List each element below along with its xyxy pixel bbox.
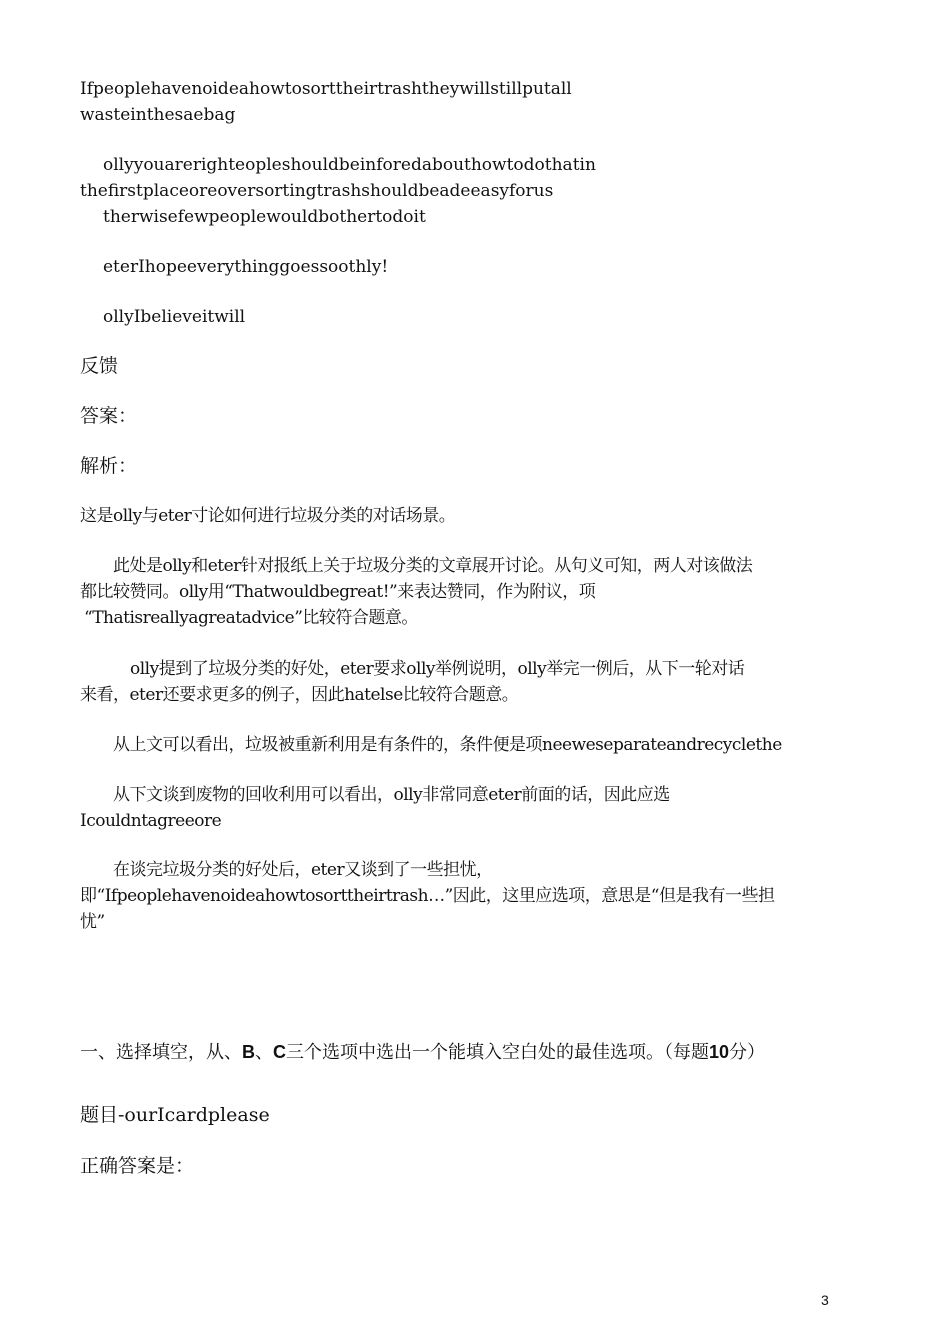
- section-heading-suffix: 分）: [729, 1042, 766, 1063]
- section-heading-middle: 三个选项中选出一个能填入空白处的最佳选项。（每题: [286, 1042, 709, 1063]
- analysis-paragraph-3-line-1: olly提到了垃圾分类的好处，eter要求olly举例说明，olly举完一例后，从下一轮对话: [130, 659, 745, 679]
- dialogue-line-5: therwisefewpeoplewouldbothertodoit: [103, 207, 426, 227]
- section-heading: [80, 1039, 765, 1066]
- option-b-label: B: [242, 1042, 255, 1062]
- dialogue-line-2: wasteinthesaebag: [80, 105, 236, 125]
- analysis-paragraph-3-line-2: 来看，eter还要求更多的例子，因此hatelse比较符合题意。: [80, 685, 519, 705]
- dialogue-line-4: thefirstplaceoreoversortingtrashshouldbeadeeasyforus: [80, 181, 554, 201]
- points-value: 10: [709, 1042, 730, 1062]
- dialogue-line-7: ollyIbelieveitwill: [103, 307, 246, 327]
- analysis-paragraph-5-line-1: 从下文谈到废物的回收利用可以看出，olly非常同意eter前面的话，因此应选: [113, 785, 670, 805]
- analysis-paragraph-6-line-2: 即“Ifpeoplehavenoideahowtosorttheirtrash…”因此，这里应选项，意思是“但是我有一些担: [80, 886, 775, 906]
- analysis-paragraph-6-line-1: 在谈完垃圾分类的好处后，eter又谈到了一些担忧，: [113, 860, 493, 880]
- analysis-paragraph-2-line-3: “Thatisreallyagreatadvice”比较符合题意。: [84, 608, 418, 628]
- answer-label: 答案：: [80, 405, 138, 427]
- page-number: 3: [821, 1292, 829, 1308]
- dialogue-line-3: ollyyouarerighteopleshouldbeinforedabouthowtodothatin: [103, 155, 596, 175]
- analysis-paragraph-5-line-2: Icouldntagreeore: [80, 811, 222, 831]
- option-c-label: C: [273, 1042, 286, 1062]
- analysis-paragraph-1: 这是olly与eter寸论如何进行垃圾分类的对话场景。: [80, 506, 456, 526]
- analysis-paragraph-2-line-2: 都比较赞同。olly用“Thatwouldbegreat!”来表达赞同，作为附议，项: [80, 582, 596, 602]
- feedback-label: 反馈: [80, 355, 119, 377]
- dialogue-line-6: eterIhopeeverythinggoessoothly!: [103, 257, 389, 277]
- analysis-paragraph-2-line-1: 此处是olly和eter针对报纸上关于垃圾分类的文章展开讨论。从句义可知，两人对该做法: [113, 556, 753, 576]
- section-heading-prefix: 一、选择填空，从、: [80, 1042, 242, 1063]
- analysis-paragraph-4: 从上文可以看出，垃圾被重新利用是有条件的，条件便是项neeweseparateandrecyclethe: [113, 735, 782, 755]
- correct-answer-label: 正确答案是：: [80, 1155, 195, 1177]
- dialogue-line-1: Ifpeoplehavenoideahowtosorttheirtrashtheywillstillputall: [80, 79, 572, 99]
- analysis-paragraph-6-line-3: 忧”: [80, 912, 105, 932]
- analysis-label: 解析：: [80, 455, 138, 477]
- section-heading-separator: 、: [255, 1042, 273, 1063]
- question-title: 题目-ourIcardplease: [80, 1104, 270, 1126]
